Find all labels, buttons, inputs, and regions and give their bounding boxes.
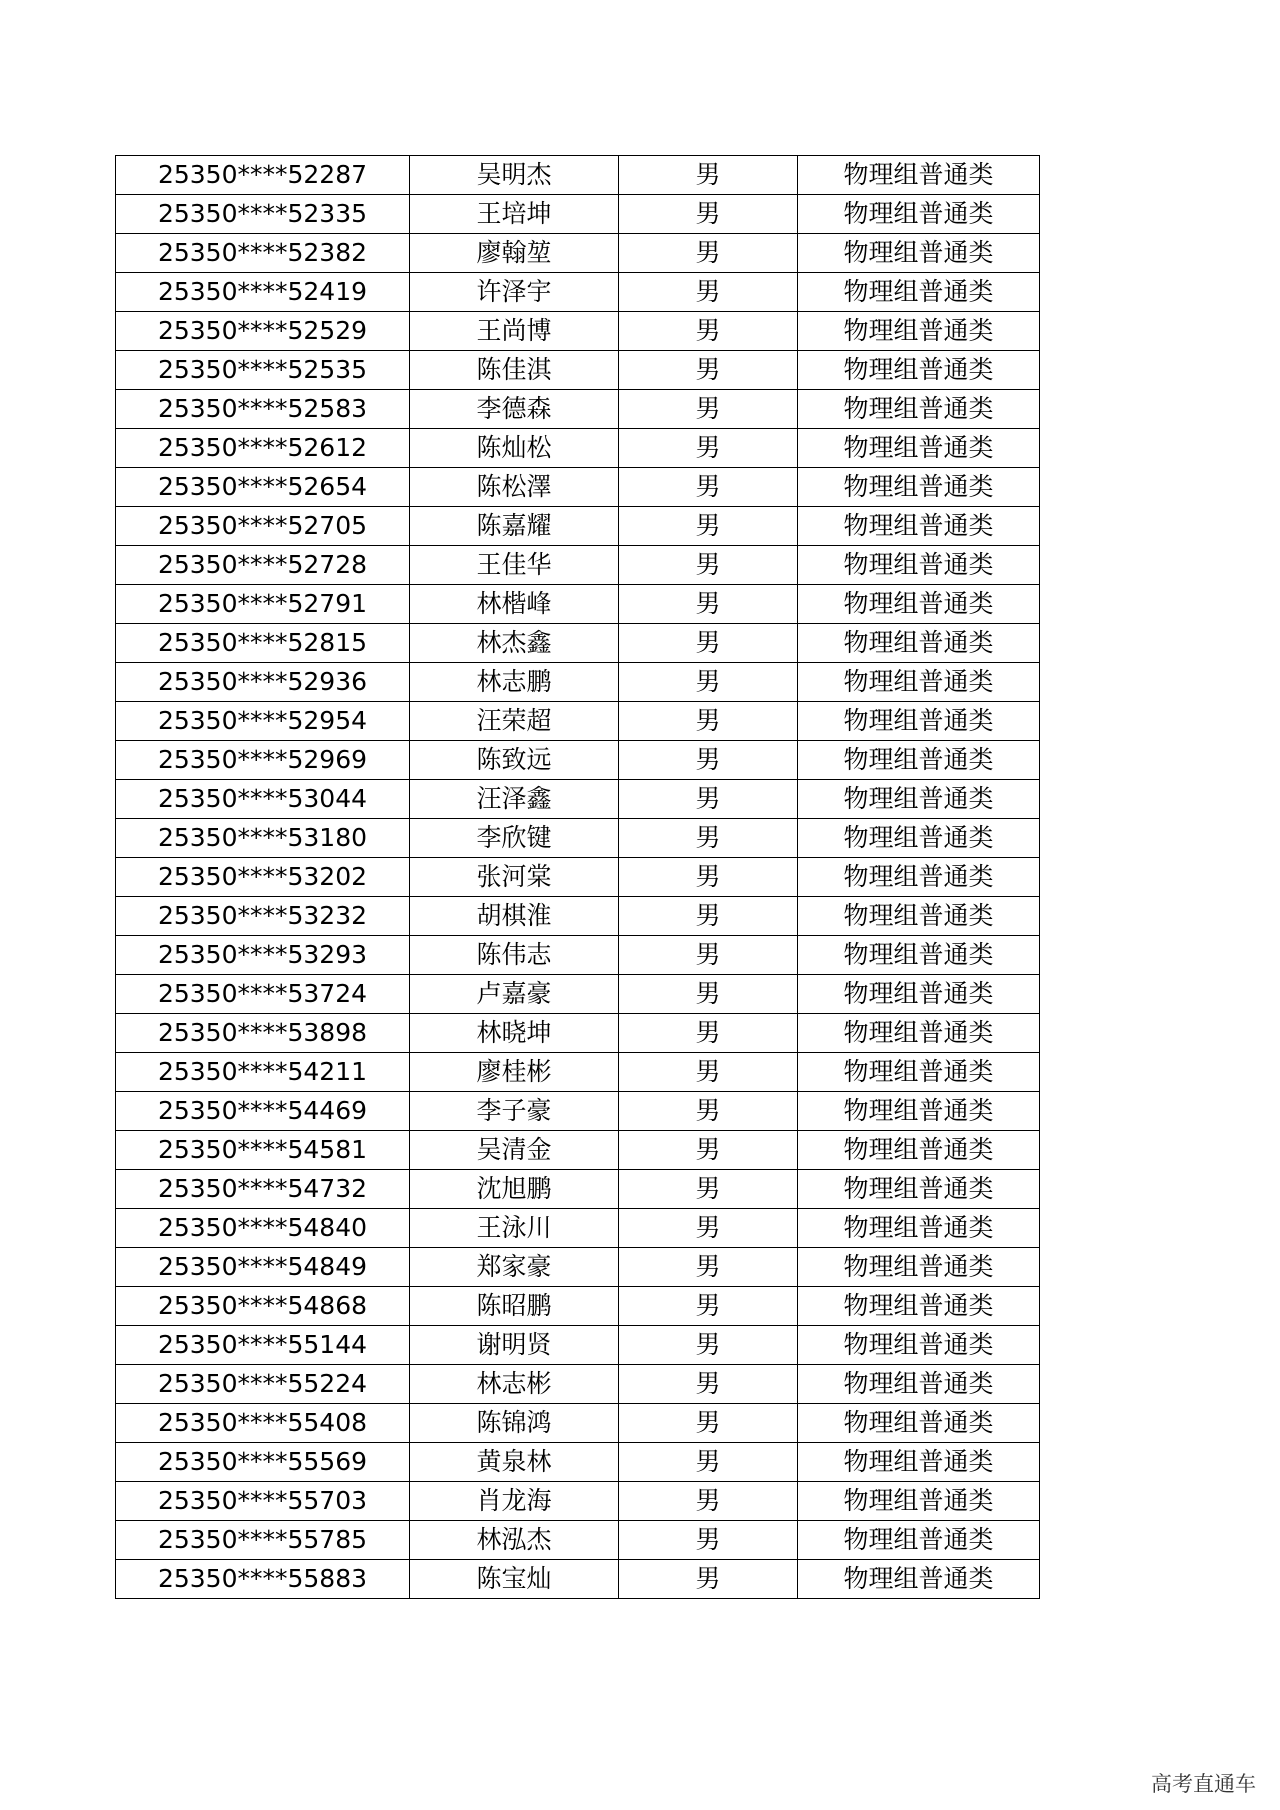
student-name-cell: 陈佳淇 [410, 351, 619, 390]
student-gender-cell: 男 [619, 585, 798, 624]
student-id-cell: 25350****53202 [116, 858, 410, 897]
table-row [116, 624, 1040, 663]
student-name-cell: 王泳川 [410, 1209, 619, 1248]
student-id-cell: 25350****55703 [116, 1482, 410, 1521]
student-id-cell: 25350****54840 [116, 1209, 410, 1248]
student-name-cell: 陈松澤 [410, 468, 619, 507]
student-gender-cell: 男 [619, 507, 798, 546]
table-row [116, 975, 1040, 1014]
student-id-cell: 25350****54732 [116, 1170, 410, 1209]
student-category-cell: 物理组普通类 [798, 1443, 1040, 1482]
student-category-cell: 物理组普通类 [798, 1521, 1040, 1560]
table-row [116, 507, 1040, 546]
student-name-cell: 王尚博 [410, 312, 619, 351]
student-category-cell: 物理组普通类 [798, 1092, 1040, 1131]
student-gender-cell: 男 [619, 741, 798, 780]
student-id-cell: 25350****52419 [116, 273, 410, 312]
student-id-cell: 25350****54211 [116, 1053, 410, 1092]
student-category-cell: 物理组普通类 [798, 663, 1040, 702]
student-category-cell: 物理组普通类 [798, 546, 1040, 585]
student-id-cell: 25350****52287 [116, 156, 410, 195]
student-name-cell: 陈伟志 [410, 936, 619, 975]
student-gender-cell: 男 [619, 312, 798, 351]
student-id-cell: 25350****52728 [116, 546, 410, 585]
student-name-cell: 廖翰堃 [410, 234, 619, 273]
student-category-cell: 物理组普通类 [798, 312, 1040, 351]
table-row [116, 1482, 1040, 1521]
student-category-cell: 物理组普通类 [798, 897, 1040, 936]
student-category-cell: 物理组普通类 [798, 702, 1040, 741]
student-gender-cell: 男 [619, 975, 798, 1014]
student-name-cell: 陈宝灿 [410, 1560, 619, 1599]
student-gender-cell: 男 [619, 1482, 798, 1521]
student-name-cell: 沈旭鹏 [410, 1170, 619, 1209]
student-gender-cell: 男 [619, 624, 798, 663]
student-id-cell: 25350****52583 [116, 390, 410, 429]
student-name-cell: 张河棠 [410, 858, 619, 897]
student-name-cell: 廖桂彬 [410, 1053, 619, 1092]
student-category-cell: 物理组普通类 [798, 390, 1040, 429]
student-gender-cell: 男 [619, 1365, 798, 1404]
student-gender-cell: 男 [619, 1092, 798, 1131]
table-row [116, 1014, 1040, 1053]
student-name-cell: 陈灿松 [410, 429, 619, 468]
student-gender-cell: 男 [619, 195, 798, 234]
table-row [116, 663, 1040, 702]
student-id-cell: 25350****52954 [116, 702, 410, 741]
student-category-cell: 物理组普通类 [798, 975, 1040, 1014]
student-id-cell: 25350****53232 [116, 897, 410, 936]
table-row [116, 780, 1040, 819]
student-id-cell: 25350****55883 [116, 1560, 410, 1599]
student-name-cell: 汪荣超 [410, 702, 619, 741]
student-gender-cell: 男 [619, 468, 798, 507]
student-name-cell: 郑家豪 [410, 1248, 619, 1287]
table-row [116, 1365, 1040, 1404]
student-category-cell: 物理组普通类 [798, 1326, 1040, 1365]
table-row [116, 1404, 1040, 1443]
student-name-cell: 李子豪 [410, 1092, 619, 1131]
student-category-cell: 物理组普通类 [798, 1365, 1040, 1404]
table-row [116, 156, 1040, 195]
watermark-text: 高考直通车 [1151, 1772, 1256, 1796]
student-id-cell: 25350****52612 [116, 429, 410, 468]
student-gender-cell: 男 [619, 273, 798, 312]
student-name-cell: 林杰鑫 [410, 624, 619, 663]
table-row [116, 312, 1040, 351]
student-name-cell: 黄泉林 [410, 1443, 619, 1482]
student-gender-cell: 男 [619, 897, 798, 936]
student-category-cell: 物理组普通类 [798, 780, 1040, 819]
student-category-cell: 物理组普通类 [798, 585, 1040, 624]
student-gender-cell: 男 [619, 234, 798, 273]
student-category-cell: 物理组普通类 [798, 1287, 1040, 1326]
student-category-cell: 物理组普通类 [798, 741, 1040, 780]
student-name-cell: 卢嘉豪 [410, 975, 619, 1014]
student-category-cell: 物理组普通类 [798, 1248, 1040, 1287]
student-name-cell: 林楷峰 [410, 585, 619, 624]
table-row [116, 546, 1040, 585]
student-id-cell: 25350****52936 [116, 663, 410, 702]
table-row [116, 1560, 1040, 1599]
student-gender-cell: 男 [619, 1248, 798, 1287]
student-id-cell: 25350****54868 [116, 1287, 410, 1326]
student-category-cell: 物理组普通类 [798, 1404, 1040, 1443]
student-category-cell: 物理组普通类 [798, 624, 1040, 663]
table-row [116, 1053, 1040, 1092]
table-row [116, 234, 1040, 273]
student-table [115, 155, 1040, 1599]
student-gender-cell: 男 [619, 1014, 798, 1053]
student-name-cell: 林晓坤 [410, 1014, 619, 1053]
student-name-cell: 李欣键 [410, 819, 619, 858]
student-name-cell: 陈嘉耀 [410, 507, 619, 546]
student-gender-cell: 男 [619, 663, 798, 702]
student-id-cell: 25350****52529 [116, 312, 410, 351]
student-id-cell: 25350****52815 [116, 624, 410, 663]
student-category-cell: 物理组普通类 [798, 858, 1040, 897]
table-row [116, 897, 1040, 936]
student-category-cell: 物理组普通类 [798, 234, 1040, 273]
student-gender-cell: 男 [619, 1170, 798, 1209]
student-id-cell: 25350****53898 [116, 1014, 410, 1053]
student-category-cell: 物理组普通类 [798, 468, 1040, 507]
table-row [116, 429, 1040, 468]
table-row [116, 1092, 1040, 1131]
table-row [116, 1170, 1040, 1209]
student-gender-cell: 男 [619, 702, 798, 741]
student-gender-cell: 男 [619, 1443, 798, 1482]
student-gender-cell: 男 [619, 1131, 798, 1170]
table-row [116, 468, 1040, 507]
student-id-cell: 25350****53180 [116, 819, 410, 858]
student-category-cell: 物理组普通类 [798, 819, 1040, 858]
student-id-cell: 25350****52791 [116, 585, 410, 624]
student-gender-cell: 男 [619, 858, 798, 897]
student-category-cell: 物理组普通类 [798, 1209, 1040, 1248]
student-id-cell: 25350****53044 [116, 780, 410, 819]
student-category-cell: 物理组普通类 [798, 1053, 1040, 1092]
student-category-cell: 物理组普通类 [798, 156, 1040, 195]
student-name-cell: 王培坤 [410, 195, 619, 234]
student-gender-cell: 男 [619, 1326, 798, 1365]
student-gender-cell: 男 [619, 1521, 798, 1560]
table-row [116, 390, 1040, 429]
student-gender-cell: 男 [619, 546, 798, 585]
student-name-cell: 汪泽鑫 [410, 780, 619, 819]
student-gender-cell: 男 [619, 1560, 798, 1599]
student-id-cell: 25350****54849 [116, 1248, 410, 1287]
table-row [116, 1326, 1040, 1365]
student-name-cell: 吴明杰 [410, 156, 619, 195]
student-id-cell: 25350****55224 [116, 1365, 410, 1404]
table-row [116, 585, 1040, 624]
student-name-cell: 胡棋淮 [410, 897, 619, 936]
student-id-cell: 25350****52335 [116, 195, 410, 234]
student-gender-cell: 男 [619, 1053, 798, 1092]
student-gender-cell: 男 [619, 156, 798, 195]
student-id-cell: 25350****52969 [116, 741, 410, 780]
student-name-cell: 陈昭鹏 [410, 1287, 619, 1326]
table-row [116, 936, 1040, 975]
student-category-cell: 物理组普通类 [798, 1131, 1040, 1170]
student-category-cell: 物理组普通类 [798, 1014, 1040, 1053]
student-category-cell: 物理组普通类 [798, 1482, 1040, 1521]
student-table-body [116, 156, 1040, 1599]
student-id-cell: 25350****52382 [116, 234, 410, 273]
student-gender-cell: 男 [619, 390, 798, 429]
student-gender-cell: 男 [619, 780, 798, 819]
table-row [116, 1521, 1040, 1560]
student-name-cell: 陈致远 [410, 741, 619, 780]
student-name-cell: 林志鹏 [410, 663, 619, 702]
student-gender-cell: 男 [619, 429, 798, 468]
student-category-cell: 物理组普通类 [798, 195, 1040, 234]
student-category-cell: 物理组普通类 [798, 351, 1040, 390]
table-row [116, 1287, 1040, 1326]
student-id-cell: 25350****53293 [116, 936, 410, 975]
student-name-cell: 林泓杰 [410, 1521, 619, 1560]
table-row [116, 819, 1040, 858]
table-row [116, 858, 1040, 897]
student-category-cell: 物理组普通类 [798, 1560, 1040, 1599]
student-id-cell: 25350****52535 [116, 351, 410, 390]
student-name-cell: 王佳华 [410, 546, 619, 585]
student-name-cell: 陈锦鸿 [410, 1404, 619, 1443]
table-row [116, 1131, 1040, 1170]
student-category-cell: 物理组普通类 [798, 507, 1040, 546]
student-name-cell: 许泽宇 [410, 273, 619, 312]
table-row [116, 1248, 1040, 1287]
student-id-cell: 25350****55144 [116, 1326, 410, 1365]
student-name-cell: 谢明贤 [410, 1326, 619, 1365]
table-row [116, 1443, 1040, 1482]
table-row [116, 702, 1040, 741]
student-category-cell: 物理组普通类 [798, 936, 1040, 975]
student-name-cell: 吴清金 [410, 1131, 619, 1170]
student-id-cell: 25350****52705 [116, 507, 410, 546]
student-gender-cell: 男 [619, 1404, 798, 1443]
table-row [116, 741, 1040, 780]
student-id-cell: 25350****55569 [116, 1443, 410, 1482]
table-row [116, 1209, 1040, 1248]
student-gender-cell: 男 [619, 936, 798, 975]
student-gender-cell: 男 [619, 1209, 798, 1248]
student-gender-cell: 男 [619, 819, 798, 858]
student-id-cell: 25350****55785 [116, 1521, 410, 1560]
student-name-cell: 肖龙海 [410, 1482, 619, 1521]
student-id-cell: 25350****55408 [116, 1404, 410, 1443]
student-id-cell: 25350****52654 [116, 468, 410, 507]
student-category-cell: 物理组普通类 [798, 429, 1040, 468]
student-name-cell: 李德森 [410, 390, 619, 429]
student-gender-cell: 男 [619, 351, 798, 390]
table-row [116, 273, 1040, 312]
student-category-cell: 物理组普通类 [798, 1170, 1040, 1209]
table-row [116, 351, 1040, 390]
table-row [116, 195, 1040, 234]
student-id-cell: 25350****54469 [116, 1092, 410, 1131]
student-id-cell: 25350****53724 [116, 975, 410, 1014]
student-name-cell: 林志彬 [410, 1365, 619, 1404]
student-id-cell: 25350****54581 [116, 1131, 410, 1170]
student-category-cell: 物理组普通类 [798, 273, 1040, 312]
student-gender-cell: 男 [619, 1287, 798, 1326]
